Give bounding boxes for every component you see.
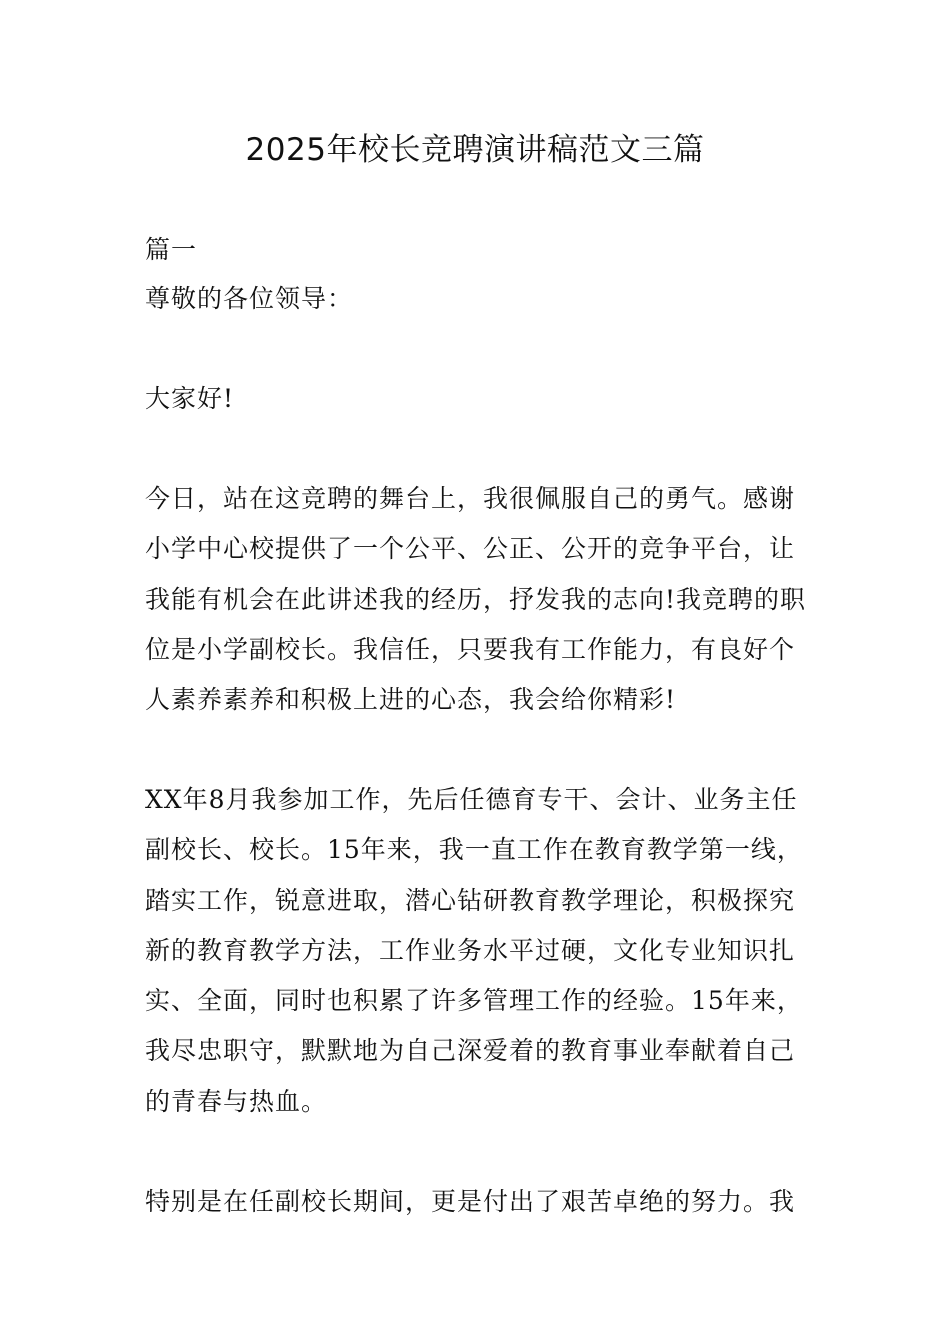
- document-title: 2025年校长竞聘演讲稿范文三篇: [245, 132, 705, 168]
- paragraph-line: 我尽忠职守，默默地为自己深爱着的教育事业奉献着自己: [145, 1036, 796, 1066]
- paragraph-line: 人素养素养和积极上进的心态，我会给你精彩!: [145, 685, 677, 715]
- paragraph-line: 我能有机会在此讲述我的经历，抒发我的志向!我竞聘的职: [145, 584, 807, 614]
- paragraph-1: [145, 474, 810, 725]
- section-label: 篇一: [145, 235, 198, 264]
- paragraph-line: 位是小学副校长。我信任，只要我有工作能力，有良好个: [145, 634, 796, 664]
- paragraph-line: 小学中心校提供了一个公平、公正、公开的竞争平台，让: [145, 534, 796, 564]
- paragraph-3: [145, 1177, 810, 1227]
- paragraph-line: 副校长、校长。15年来，我一直工作在教育教学第一线，: [145, 835, 803, 865]
- paragraph-line: 特别是在任副校长期间，更是付出了艰苦卓绝的努力。我: [145, 1187, 796, 1216]
- paragraph-line: 踏实工作，锐意进取，潜心钻研教育教学理论，积极探究: [145, 885, 796, 915]
- paragraph-2: [145, 775, 810, 1127]
- paragraph-line: 的青春与热血。: [145, 1086, 328, 1116]
- paragraph-line: 今日，站在这竞聘的舞台上，我很佩服自己的勇气。感谢: [145, 484, 796, 513]
- salutation: 尊敬的各位领导：: [145, 284, 354, 313]
- paragraph-line: 实、全面，同时也积累了许多管理工作的经验。15年来，: [145, 986, 803, 1016]
- paragraph-line: XX年8月我参加工作，先后任德育专干、会计、业务主任: [145, 785, 798, 814]
- greeting: 大家好!: [145, 384, 235, 413]
- paragraph-line: 新的教育教学方法，工作业务水平过硬，文化专业知识扎: [145, 935, 796, 965]
